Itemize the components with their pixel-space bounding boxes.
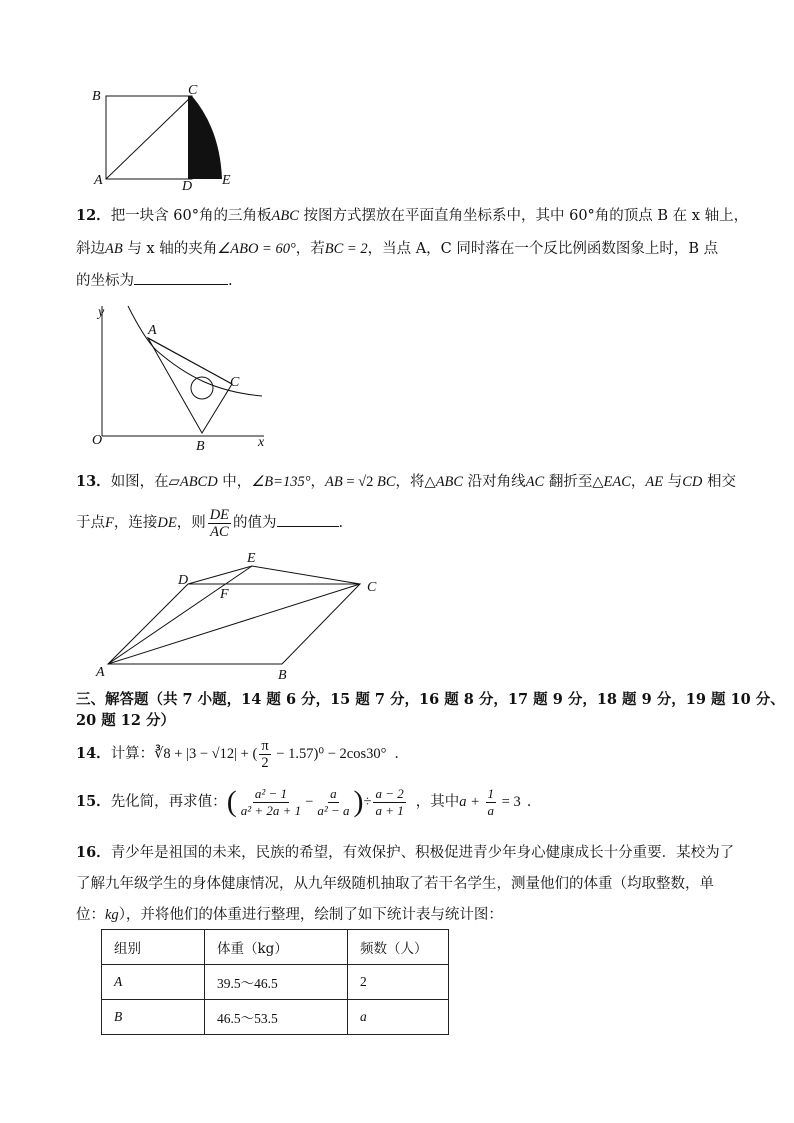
q14-text: 计算： <box>110 746 155 762</box>
label-A: A <box>94 173 103 188</box>
q13-number: 13． <box>76 473 111 490</box>
q13-text: ，将△ <box>395 474 436 490</box>
q13-text: ，连接 <box>113 515 158 531</box>
fraction-denominator: a² + 2a + 1 <box>240 802 302 818</box>
q12-line3 <box>76 270 233 291</box>
q16-line1 <box>76 843 734 863</box>
fraction-3 <box>373 786 405 819</box>
q12-math: ABC <box>271 208 299 224</box>
frequency-table <box>101 929 449 1035</box>
answer-blank[interactable] <box>277 512 339 527</box>
q13-math: DE <box>157 515 177 531</box>
label-E: E <box>222 173 231 188</box>
q12-math: ∠ABO = 60° <box>217 241 296 257</box>
q13-text: 沿对角线 <box>463 474 526 490</box>
q16-number: 16． <box>76 844 111 861</box>
q12-text: ，当点 A，C 同时落在一个反比例函数图象上时，B 点 <box>367 241 719 257</box>
table-row <box>102 1000 449 1035</box>
table-header: 体重（kg） <box>205 930 348 965</box>
label-D: D <box>178 573 189 588</box>
q12-text: 的坐标为 <box>76 273 134 289</box>
q14-text: ． <box>394 746 409 762</box>
q12-line2 <box>76 239 718 259</box>
q13-text: 翻折至△ <box>544 474 604 490</box>
fraction-de-over-ac <box>208 507 231 540</box>
fraction-pi-over-2 <box>259 738 270 771</box>
figure-parallelogram <box>92 548 392 684</box>
fraction-denominator: a² − a <box>317 802 350 818</box>
q12-number: 12． <box>76 207 111 224</box>
table-cell: B <box>102 1000 205 1035</box>
q14-expression: − 1.57)⁰ − 2cos30° <box>272 746 387 762</box>
fraction-numerator: a − 2 <box>375 785 404 801</box>
fraction-denominator: a <box>487 802 495 818</box>
table-cell: A <box>102 965 205 1000</box>
label-x: x <box>258 435 265 450</box>
section-heading: 三、解答题（共 7 小题，14 题 6 分，15 题 7 分，16 题 8 分，17 题 9 分，18 题 9 分，19 题 10 分、 <box>76 691 785 708</box>
table-cell: a <box>348 1000 449 1035</box>
label-E: E <box>247 551 256 566</box>
label-A: A <box>96 665 105 680</box>
table-header: 频数（人） <box>348 930 449 965</box>
q16-text: 青少年是祖国的未来，民族的希望，有效保护、积极促进青少年身心健康成长十分重要．某校为了 <box>110 845 735 861</box>
q16-text: ），并将他们的体重进行整理，绘制了如下统计表与统计图： <box>118 907 503 923</box>
table-header-row <box>102 930 449 965</box>
q15-text: 先化简，再求值： <box>110 794 227 810</box>
q13-text: ， <box>630 474 646 490</box>
q12-math: AB <box>105 241 123 257</box>
left-paren: ( <box>226 785 237 818</box>
figure-coordinate-plane <box>88 300 278 452</box>
label-B: B <box>196 439 205 452</box>
q13-text: 于点 <box>76 515 105 531</box>
q13-math: = √2 <box>342 474 377 490</box>
q14-line <box>76 736 409 772</box>
label-C: C <box>188 84 198 98</box>
q13-math: AC <box>525 474 545 490</box>
q13-math: CD <box>682 474 703 490</box>
q13-line1 <box>76 472 736 492</box>
fraction-numerator: π <box>261 737 269 754</box>
q12-text: 与 x 轴的夹角 <box>122 241 218 257</box>
q13-text: 中， <box>217 474 252 490</box>
fraction-1-over-a <box>486 786 497 819</box>
q13-text: ． <box>338 515 354 531</box>
q15-line <box>76 782 541 822</box>
q12-math: BC = 2 <box>324 241 368 257</box>
label-B: B <box>278 668 287 683</box>
table-header: 组别 <box>102 930 205 965</box>
q13-text: 如图，在▱ <box>110 474 180 490</box>
fraction-denominator: a + 1 <box>375 802 404 818</box>
q16-text: 位： <box>76 907 105 923</box>
fraction-numerator: a² − 1 <box>254 785 287 801</box>
right-paren: ) <box>353 785 364 818</box>
q13-text: ， <box>310 474 326 490</box>
fraction-2 <box>315 786 351 819</box>
q13-math: BC <box>377 474 396 490</box>
label-A: A <box>148 323 157 338</box>
label-D: D <box>182 179 193 194</box>
q15-text: ，其中 <box>415 794 460 810</box>
q13-text: 的值为 <box>233 515 277 531</box>
q15-text: ． <box>526 794 542 810</box>
q13-math: ∠B=135° <box>251 474 311 490</box>
q14-expression: ∛8 + |3 − √12| + ( <box>154 746 258 762</box>
q12-text: ，若 <box>295 241 325 257</box>
q15-math: = 3 <box>498 794 521 810</box>
label-O: O <box>92 433 103 448</box>
q13-math: EAC <box>603 474 631 490</box>
fraction-denominator: AC <box>210 523 229 540</box>
label-C: C <box>230 375 240 390</box>
q16-line2: 了解九年级学生的身体健康情况，从九年级随机抽取了若干名学生，测量他们的体重（均取整数，单 <box>76 876 714 892</box>
divide-sign: ÷ <box>363 794 372 810</box>
fraction-denominator: 2 <box>261 754 269 771</box>
q12-text: 按图方式摆放在平面直角坐标系中，其中 60°角的顶点 B 在 x 轴上， <box>298 208 749 224</box>
q13-math: ABCD <box>179 474 218 490</box>
label-y: y <box>98 305 105 320</box>
q13-text: 相交 <box>702 474 736 490</box>
label-C: C <box>367 580 377 595</box>
q13-math: F <box>105 515 114 531</box>
fraction-numerator: a <box>330 785 337 801</box>
table-row <box>102 965 449 1000</box>
q13-text: 与 <box>663 474 683 490</box>
q12-text: 把一块含 60°角的三角板 <box>110 208 272 224</box>
q13-math: AE <box>645 474 664 490</box>
label-B: B <box>92 89 101 104</box>
label-F: F <box>220 587 229 602</box>
q15-math: a + <box>459 794 484 810</box>
q16-unit: kg <box>105 907 119 923</box>
answer-blank[interactable] <box>134 270 228 285</box>
fraction-numerator: DE <box>209 506 230 523</box>
q14-number: 14． <box>76 745 111 762</box>
q13-math: AB <box>325 474 343 490</box>
table-cell: 46.5～53.5 <box>205 1000 348 1035</box>
q16-line3 <box>76 905 503 925</box>
q13-text: ，则 <box>176 515 206 531</box>
section-heading-cont: 20 题 12 分） <box>76 712 176 729</box>
table-cell: 39.5～46.5 <box>205 965 348 1000</box>
q13-line2 <box>76 505 353 541</box>
q12-line1 <box>76 206 748 226</box>
minus-sign: − <box>305 794 314 810</box>
figure-square-arc <box>88 84 248 194</box>
q13-math: ABC <box>435 474 464 490</box>
q12-text: . <box>228 273 233 289</box>
fraction-1 <box>239 786 303 819</box>
q15-number: 15． <box>76 793 111 810</box>
fraction-numerator: 1 <box>487 785 495 801</box>
q12-text: 斜边 <box>76 241 105 257</box>
table-cell: 2 <box>348 965 449 1000</box>
